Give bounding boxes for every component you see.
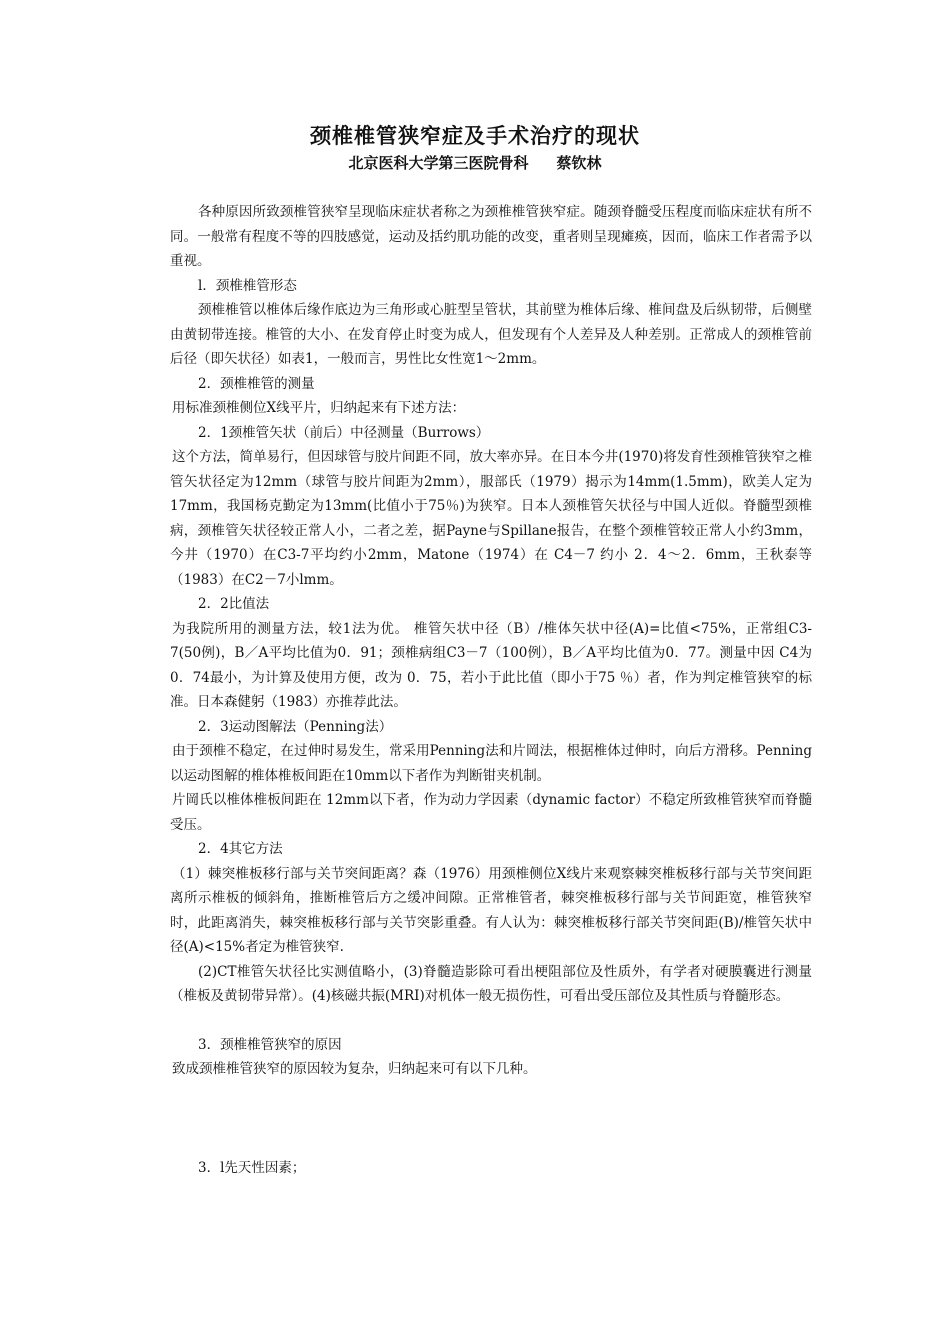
section-2-paragraph: 用标准颈椎侧位X线平片，归纳起来有下述方法： xyxy=(172,400,466,416)
subsection-heading-3-1: 3．l先天性因素； xyxy=(198,1159,306,1176)
subsection-heading-2-1: 2．1颈椎管矢状（前后）中径测量（Burrows） xyxy=(198,424,490,441)
intro-paragraph: 各种原因所致颈椎管狭窄呈现临床症状者称之为颈椎椎管狭窄症。随颈脊髓受压程度而临床症状有所不同。一般常有程度不等的四肢感觉，运动及括约肌功能的改变，重者则呈现瘫痪，因而，临床工作者需予以重视。 xyxy=(170,204,812,269)
section-3-paragraph: 致成颈椎椎管狭窄的原因较为复杂，归纳起来可有以下几种。 xyxy=(172,1061,537,1077)
author-affiliation: 北京医科大学第三医院骨科 xyxy=(348,154,529,172)
subsection-2-3-paragraph-b: 片岡氏以椎体椎板间距在 12mm以下者，作为动力学因素（dynamic factor）不稳定所致椎管狭窄而脊髓受压。 xyxy=(170,792,812,833)
subsection-2-1-paragraph: 这个方法，简单易行，但因球管与胶片间距不同，放大率亦异。在日本今井(1970)将发育性颈椎管狭窄之椎管矢状径定为12mm（球管与胶片间距为2mm），服部氏（1979）揭示为14mm(1.5mm)，欧美人定为17mm，我国杨克勤定为13mm(比值小于75％)为狭窄。日本人颈椎管矢状径与中国人近似。脊髓型颈椎病，颈椎管矢状径较正常人小，二者之差，据Payne与Spillane报告，在整个颈椎管较正常人小约3mm，今井（1970）在C3-7平均约小2mm，Matone（1974）在 C4－7 约小 2．4～2．6mm，王秋泰等（1983）在C2－7小lmm。 xyxy=(170,449,812,588)
section-heading-3: 3．颈椎椎管狭窄的原因 xyxy=(198,1036,342,1053)
spacer xyxy=(170,1082,812,1156)
section-heading-2: 2．颈椎椎管的测量 xyxy=(198,375,315,392)
subsection-2-4-paragraph-b: (2)CT椎管矢状径比实测值略小，(3)脊髓造影除可看出梗阻部位及性质外，有学者对硬膜囊进行测量（椎板及黄韧带异常）。(4)核磁共振(MRI)对机体一般无损伤性，可看出受压部位及其性质与脊髓形态。 xyxy=(170,963,812,1004)
spacer xyxy=(170,1009,812,1033)
subsection-2-4-paragraph-a: （1）棘突椎板移行部与关节突间距离？森（1976）用颈椎侧位X线片来观察棘突椎板移行部与关节突间距离所示椎板的倾斜角，推断椎管后方之缓冲间隙。正常椎管者，棘突椎板移行部与关节间距宽，椎管狭窄时，此距离消失，棘突椎板移行部与关节突影重叠。有人认为：棘突椎板移行部关节突间距(B)/椎管矢状中径(A)<15%者定为椎管狭窄. xyxy=(170,865,812,955)
author-byline xyxy=(0,152,950,173)
subsection-heading-2-2: 2．2比值法 xyxy=(198,596,270,612)
author-name: 蔡钦林 xyxy=(556,154,602,172)
subsection-2-3-paragraph-a: 由于颈椎不稳定，在过伸时易发生，常采用Penning法和片岡法，根据椎体过伸时，向后方滑移。Penning以运动图解的椎体椎板间距在10mm以下者作为判断钳夹机制。 xyxy=(170,743,812,784)
subsection-heading-2-4: 2．4其它方法 xyxy=(198,841,283,857)
document-body xyxy=(170,200,812,1180)
subsection-heading-2-3: 2．3运动图解法（Penning法） xyxy=(198,718,393,735)
subsection-2-2-paragraph: 为我院所用的测量方法，较1法为优。 椎管矢状中径（B）/椎体矢状中径(A)=比值<75%，正常组C3-7(50例)，B／A平均比值为0．91；颈椎病组C3－7（100例），B／A平均比值为0．77。测量中因 C4为 0．74最小，为计算及使用方便，改为 0．75，若小于此比值（即小于75 ％）者，作为判定椎管狭窄的标准。日本森健躬（1983）亦推荐此法。 xyxy=(170,620,812,710)
document-title: 颈椎椎管狭窄症及手术治疗的现状 xyxy=(310,124,640,148)
section-heading-1: l．颈椎椎管形态 xyxy=(198,277,297,294)
section-1-paragraph: 颈椎椎管以椎体后缘作底边为三角形或心脏型呈管状，其前壁为椎体后缘、椎间盘及后纵韧带，后侧壁由黄韧带连接。椎管的大小、在发育停止时变为成人，但发现有个人差异及人种差别。正常成人的颈椎管前后径（即矢状径）如表1，一般而言，男性比女性宽1～2mm。 xyxy=(170,302,812,367)
